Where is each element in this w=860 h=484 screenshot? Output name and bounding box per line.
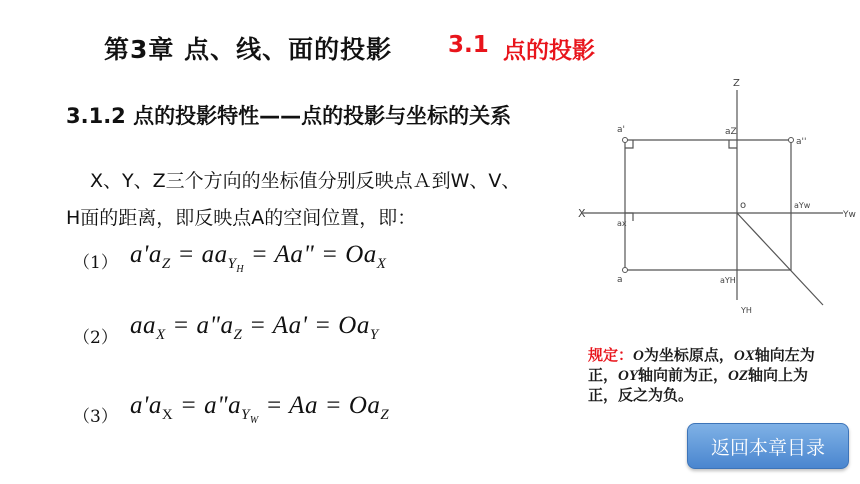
label-a-double: a''	[796, 137, 807, 147]
label-yh: YH	[741, 306, 752, 315]
subsection-title: 3.1.2 点的投影特性——点的投影与坐标的关系	[66, 104, 512, 128]
label-a: a	[617, 275, 623, 285]
note-text-4: 轴向上为正，反之为负。	[588, 366, 809, 404]
section-number: 3.1	[448, 32, 489, 58]
label-yw: Yw	[843, 210, 856, 220]
note-sym-o: O	[633, 348, 644, 364]
formula-1-index: （1）	[73, 253, 118, 273]
formula-3-index: （3）	[73, 407, 118, 427]
note-sym-ox: OX	[733, 348, 755, 364]
body-text-line2: H面的距离，即反映点A的空间位置，即：	[66, 207, 417, 229]
note-text-3: 轴向前为正，	[638, 366, 729, 384]
formula-2: $aa_X$ = $a"a_Z = Aa' = Oa_Y$	[130, 312, 379, 343]
label-ayh: aYH	[720, 276, 736, 285]
label-a-prime: a'	[617, 125, 625, 135]
projection-box	[625, 140, 791, 270]
formula-1: $a'a_Z = aa_{Y_H} = Aa$" = $Oa_X$	[130, 241, 387, 275]
chapter-title: 第3章 点、线、面的投影	[104, 35, 393, 64]
label-origin: o	[740, 200, 747, 211]
label-ax: ax	[617, 219, 627, 228]
body-text-line1: X、Y、Z三个方向的坐标值分别反映点Ａ到W、V、	[90, 170, 521, 192]
back-to-chapter-index-button[interactable]: 返回本章目录	[687, 423, 849, 469]
label-az: aZ	[725, 127, 737, 137]
formula-3: $a'a_X$ = $a"a_{Y_W} = Aa = Oa_Z$	[130, 392, 390, 426]
note-text-1: 为坐标原点，	[643, 346, 734, 364]
label-z: Z	[733, 78, 740, 89]
section-name: 点的投影	[503, 38, 595, 64]
note-text-2: 轴向左为正，	[588, 346, 815, 384]
projection-diagram	[565, 70, 860, 330]
note-sym-oy: OY	[618, 368, 639, 384]
note-label: 规定：	[588, 346, 634, 364]
label-ayw: aYw	[794, 201, 811, 210]
yh-diagonal	[737, 213, 823, 305]
formula-2-index: （2）	[73, 328, 118, 348]
convention-note	[588, 346, 818, 405]
label-x: X	[578, 207, 586, 220]
note-sym-oz: OZ	[728, 368, 749, 384]
